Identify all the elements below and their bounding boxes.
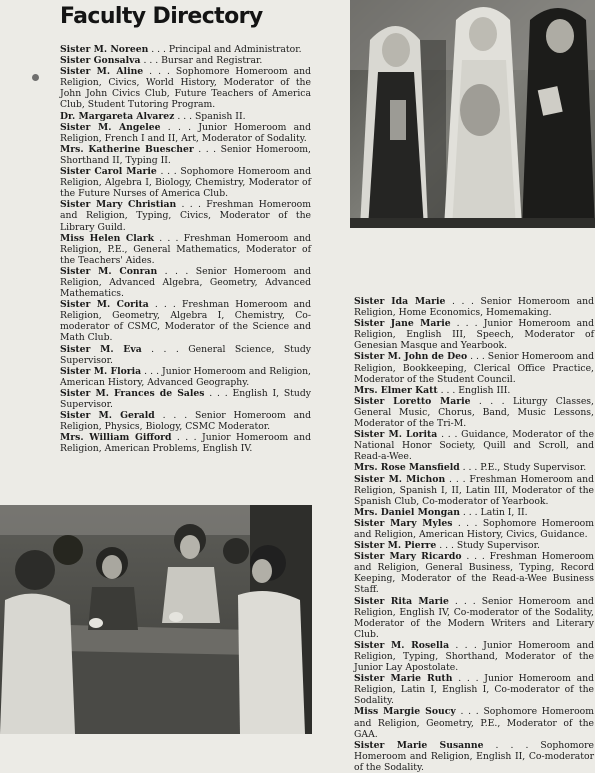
faculty-entry — [60, 410, 311, 432]
faculty-entry — [60, 199, 311, 232]
faculty-entry — [354, 351, 594, 384]
photo-three-nuns — [350, 0, 595, 228]
faculty-duties: . . . Junior Homeroom and Religion, American History, Advanced Geography. — [60, 365, 311, 388]
faculty-duties: . . . Junior Homeroom and Religion, American Problems, English IV. — [60, 432, 312, 455]
faculty-duties: . . . Freshman Homeroom and Religion, P.E., General Mathematics, Moderator of the Teachers' Aides. — [60, 232, 311, 266]
faculty-name: Mrs. Rose Mansfield — [354, 462, 460, 474]
faculty-name: Sister Mary Ricardo — [354, 551, 462, 563]
faculty-entry — [354, 518, 594, 540]
faculty-name: Sister Loretto Marie — [354, 395, 471, 407]
faculty-entry — [60, 44, 311, 55]
photo-faculty-group-graphic — [0, 505, 312, 734]
faculty-duties: . . . Junior Homeroom and Religion, Latin I, English I, Co-moderator of the Sodality. — [354, 673, 594, 707]
faculty-name: Sister Marie Ruth — [354, 673, 453, 685]
faculty-duties: . . . Spanish II. — [174, 110, 246, 122]
ink-blot — [32, 74, 39, 81]
faculty-duties: . . . Sophomore Homeroom and Religion, Civics, World History, Moderator of the John John Civics Club, Future Teachers of America Club, Student Tutoring Program. — [60, 66, 311, 111]
faculty-duties: . . . Freshman Homeroom and Religion, General Business, Typing, Record Keeping, Moderator of the Read-a-Wee Business Staff. — [354, 551, 594, 596]
faculty-entry — [354, 474, 594, 507]
faculty-entry — [60, 122, 311, 144]
faculty-duties: . . . Latin I, II. — [459, 506, 528, 518]
faculty-name: Sister Mary Christian — [60, 199, 177, 211]
faculty-name: Sister M. Eva — [60, 343, 142, 355]
faculty-duties: . . . Junior Homeroom and Religion, French I and II, Art, Moderator of Sodality. — [60, 121, 312, 144]
faculty-name: Sister M. Gerald — [60, 410, 155, 422]
faculty-entry — [354, 640, 594, 673]
faculty-duties: . . . Senior Homeroom, Shorthand II, Typing II. — [60, 143, 311, 166]
faculty-duties: . . . Study Supervisor. — [436, 540, 540, 552]
faculty-name: Sister Ida Marie — [354, 296, 446, 307]
faculty-name: Sister M. Michon — [354, 473, 446, 485]
faculty-duties: . . . Junior Homeroom and Religion, English III, Speech, Moderator of Genesian Masque and Yearbook. — [354, 318, 594, 352]
faculty-duties: . . . Sophomore Homeroom and Religion, English II, Co-moderator of the Sodality. — [354, 739, 595, 773]
faculty-entry — [60, 299, 311, 343]
faculty-duties: . . . English I, Study Supervisor. — [60, 387, 312, 410]
faculty-entry — [354, 596, 594, 640]
faculty-name: Mrs. Daniel Mongan — [354, 506, 460, 518]
faculty-entry — [354, 507, 594, 518]
faculty-entry — [354, 396, 594, 429]
faculty-name: Sister M. Noreen — [60, 44, 149, 55]
faculty-name: Sister Mary Myles — [354, 517, 453, 529]
faculty-entry — [60, 55, 311, 66]
faculty-entry — [354, 318, 594, 351]
faculty-duties: . . . Guidance, Moderator of the National Honor Society, Quill and Scroll, and Read-a-Wee. — [354, 429, 594, 463]
faculty-duties: . . . Principal and Administrator. — [148, 44, 302, 55]
faculty-duties: . . . Sophomore Homeroom and Religion, Geometry, P.E., Moderator of the GAA. — [354, 706, 595, 740]
faculty-name: Sister M. Conran — [60, 265, 158, 277]
faculty-entry — [60, 432, 311, 454]
photo-three-nuns-graphic — [350, 0, 595, 228]
page-title: Faculty Directory — [60, 4, 263, 29]
faculty-name: Mrs. Katherine Buescher — [60, 143, 194, 155]
faculty-list-right — [354, 296, 595, 773]
faculty-name: Sister M. Frances de Sales — [60, 387, 205, 399]
faculty-entry — [60, 233, 311, 266]
faculty-name: Sister M. Angelee — [60, 121, 161, 133]
faculty-name: Sister M. Aline — [60, 66, 144, 78]
faculty-duties: . . . Liturgy Classes, General Music, Chorus, Band, Music Lessons, Moderator of the Tri-M. — [354, 395, 594, 430]
faculty-entry — [60, 144, 311, 166]
faculty-entry — [354, 429, 594, 462]
faculty-entry — [60, 388, 311, 410]
faculty-entry — [354, 740, 594, 773]
faculty-duties: . . . Senior Homeroom and Religion, Advanced Algebra, Geometry, Advanced Mathematics. — [60, 265, 311, 300]
faculty-name: Dr. Margareta Alvarez — [60, 110, 175, 122]
faculty-duties: . . . General Science, Study Supervisor. — [60, 343, 311, 366]
faculty-entry — [354, 551, 594, 595]
faculty-entry — [354, 296, 594, 318]
faculty-name: Miss Margie Soucy — [354, 706, 456, 718]
faculty-duties: . . . Senior Homeroom and Religion, English IV, Co-moderator of the Sodality, Moderator of the Modern Writers and Literary Club. — [354, 595, 594, 640]
faculty-name: Sister Carol Marie — [60, 166, 157, 178]
faculty-duties: . . . Sophomore Homeroom and Religion, Algebra I, Biology, Chemistry, Moderator of the Future Nurses of America Club. — [60, 166, 311, 200]
faculty-name: Sister M. Rosella — [354, 639, 450, 651]
faculty-entry — [60, 366, 311, 388]
faculty-entry — [60, 66, 311, 110]
faculty-name: Mrs. William Gifford — [60, 432, 172, 444]
faculty-entry — [60, 111, 311, 122]
faculty-entry — [354, 540, 594, 551]
faculty-name: Miss Helen Clark — [60, 232, 155, 244]
faculty-name: Mrs. Elmer Katt — [354, 384, 438, 396]
faculty-entry — [354, 706, 594, 739]
faculty-entry — [354, 673, 594, 706]
faculty-name: Sister Marie Susanne — [354, 739, 484, 751]
faculty-duties: . . . Freshman Homeroom and Religion, Typing, Civics, Moderator of the Library Guild. — [60, 199, 311, 233]
faculty-duties: . . . English III. — [437, 384, 511, 396]
faculty-duties: . . . Freshman Homeroom and Religion, Spanish I, II, Latin III, Moderator of the Spanish Club, Co-moderator of Yearbook. — [354, 473, 594, 507]
faculty-duties: . . . Junior Homeroom and Religion, Typing, Shorthand, Moderator of the Junior Lay Apostolate. — [354, 639, 595, 674]
faculty-entry — [354, 385, 594, 396]
faculty-name: Sister M. Pierre — [354, 540, 437, 552]
faculty-name: Sister M. Floria — [60, 365, 142, 377]
photo-faculty-group — [0, 505, 312, 734]
faculty-duties: . . . Senior Homeroom and Religion, Bookkeeping, Clerical Office Practice, Moderator of the Student Council. — [354, 351, 594, 385]
faculty-duties: . . . Sophomore Homeroom and Religion, American History, Civics, Guidance. — [354, 517, 595, 540]
faculty-entry — [60, 344, 311, 366]
faculty-list-left — [60, 44, 311, 454]
faculty-entry — [60, 266, 311, 299]
faculty-name: Sister Rita Marie — [354, 595, 449, 607]
faculty-name: Sister Jane Marie — [354, 318, 451, 330]
faculty-name: Sister Gonsalva — [60, 55, 141, 67]
faculty-duties: . . . Senior Homeroom and Religion, Home Economics, Homemaking. — [354, 296, 594, 319]
faculty-duties: . . . P.E., Study Supervisor. — [459, 462, 587, 474]
faculty-name: Sister M. John de Deo — [354, 351, 468, 363]
faculty-duties: . . . Freshman Homeroom and Religion, Geometry, Algebra I, Chemistry, Co-moderator of CSMC, Moderator of the Science and Math Club. — [60, 299, 311, 344]
faculty-duties: . . . Bursar and Registrar. — [140, 55, 263, 67]
faculty-duties: . . . Senior Homeroom and Religion, Physics, Biology, CSMC Moderator. — [60, 410, 311, 433]
faculty-name: Sister M. Corita — [60, 299, 149, 311]
faculty-entry — [60, 166, 311, 199]
faculty-entry — [354, 462, 594, 473]
faculty-name: Sister M. Lorita — [354, 429, 438, 441]
